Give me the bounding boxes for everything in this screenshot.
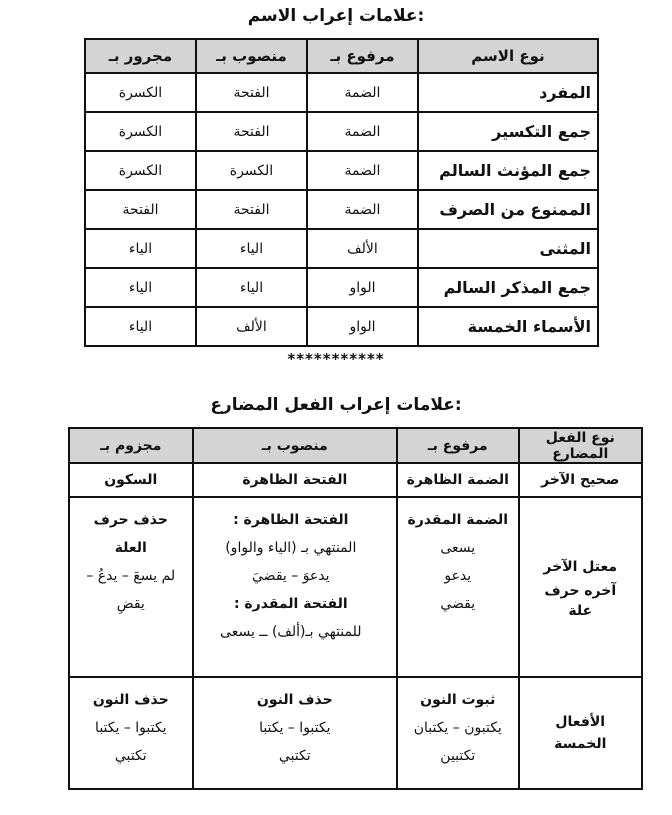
nasb-cell [193,677,397,789]
table-row [85,112,598,151]
raf-cell: الواو [307,307,418,346]
table-header-row [85,39,598,73]
jarr-cell: الياء [85,229,196,268]
noun-type-cell: جمع المؤنث السالم [418,151,598,190]
raf-cell [397,497,518,677]
type-line: معتل الآخر [543,559,618,575]
raf-cell: الواو [307,268,418,307]
jazm-line: يكتبوا – يكتبا [95,720,167,736]
raf-title: الضمة المقدرة [407,512,509,528]
raf-example: يسعى [440,540,476,556]
jazm-line: تكتبي [114,748,147,764]
raf-example: يقضي [440,596,476,612]
noun-type-cell: الممنوع من الصرف [418,190,598,229]
jarr-cell: الكسرة [85,112,196,151]
nasb-line: يكتبوا – يكتبا [259,720,331,736]
verb-type-cell [519,677,643,789]
noun-type-cell: المفرد [418,73,598,112]
raf-cell: الضمة [307,190,418,229]
nasb-cell: الفتحة [196,190,307,229]
table-row [69,677,642,789]
verb-type-cell [519,497,643,677]
nasb-cell: الفتحة الظاهرة [193,463,397,497]
table-row [85,190,598,229]
raf-line: تكتبين [440,748,476,764]
noun-type-cell: المثنى [418,229,598,268]
type-line: آخره حرف [544,583,617,599]
noun-type-cell: الأسماء الخمسة [418,307,598,346]
header-raf: مرفوع بـ [397,428,518,463]
jarr-cell: الياء [85,268,196,307]
jazm-title: حذف النون [92,692,169,708]
nasb-cell: الياء [196,229,307,268]
raf-cell: الضمة [307,151,418,190]
jazm-cell [69,497,193,677]
nasb-cell [193,497,397,677]
header-jazm: مجزوم بـ [69,428,193,463]
jazm-cell: السكون [69,463,193,497]
jazm-line: يقضِ [116,596,145,612]
nasb-line: يدعوَ – يقضيَ [252,568,330,584]
noun-type-cell: جمع التكسير [418,112,598,151]
nasb-cell: الألف [196,307,307,346]
nasb-cell: الكسرة [196,151,307,190]
jazm-cell [69,677,193,789]
nasb-cell: الياء [196,268,307,307]
nasb-cell: الفتحة [196,73,307,112]
table-row [69,497,642,677]
verb-type-cell: صحيح الآخر [519,463,643,497]
table-row [85,73,598,112]
raf-cell: الألف [307,229,418,268]
header-nasb: منصوب بـ [196,39,307,73]
table-row [85,229,598,268]
raf-line: يكتبون – يكتبان [413,720,502,736]
type-line: الأفعال [555,714,606,730]
raf-cell [397,677,518,789]
nasb-line: للمنتهي بـ(ألف) ــ يسعى [220,624,362,640]
nasb-cell: الفتحة [196,112,307,151]
table-row [85,307,598,346]
header-verb-type: نوع الفعل المضارع [519,428,643,463]
jazm-line: لم يسعَ – يدعُ – [86,568,176,584]
jazm-title: العلة [114,540,147,556]
noun-type-cell: جمع المذكر السالم [418,268,598,307]
verb-section-title: علامات إعراب الفعل المضارع: [210,395,462,415]
table-row [85,151,598,190]
raf-example: يدعو [444,568,472,584]
type-line: الخمسة [554,736,607,752]
table-row [69,463,642,497]
raf-title: ثبوت النون [420,692,496,708]
nasb-title: الفتحة المقدرة : [233,596,348,612]
noun-section-title: علامات إعراب الاسم: [247,6,425,26]
nasb-line: المنتهي بـ (الياء والواو) [225,540,357,556]
table-row [85,268,598,307]
raf-cell: الضمة الظاهرة [397,463,518,497]
noun-inflection-table [84,38,599,347]
jarr-cell: الكسرة [85,151,196,190]
header-raf: مرفوع بـ [307,39,418,73]
raf-cell: الضمة [307,112,418,151]
raf-cell: الضمة [307,73,418,112]
header-noun-type: نوع الاسم [418,39,598,73]
jazm-title: حذف حرف [93,512,168,528]
jarr-cell: الكسرة [85,73,196,112]
header-nasb: منصوب بـ [193,428,397,463]
nasb-line: تكتبي [278,748,311,764]
section-separator: *********** [287,350,385,368]
type-line: علة [568,603,593,619]
nasb-title: الفتحة الظاهرة : [233,512,349,528]
table-header-row [69,428,642,463]
nasb-title: حذف النون [256,692,333,708]
verb-inflection-table [68,427,643,790]
header-jarr: مجرور بـ [85,39,196,73]
jarr-cell: الياء [85,307,196,346]
jarr-cell: الفتحة [85,190,196,229]
